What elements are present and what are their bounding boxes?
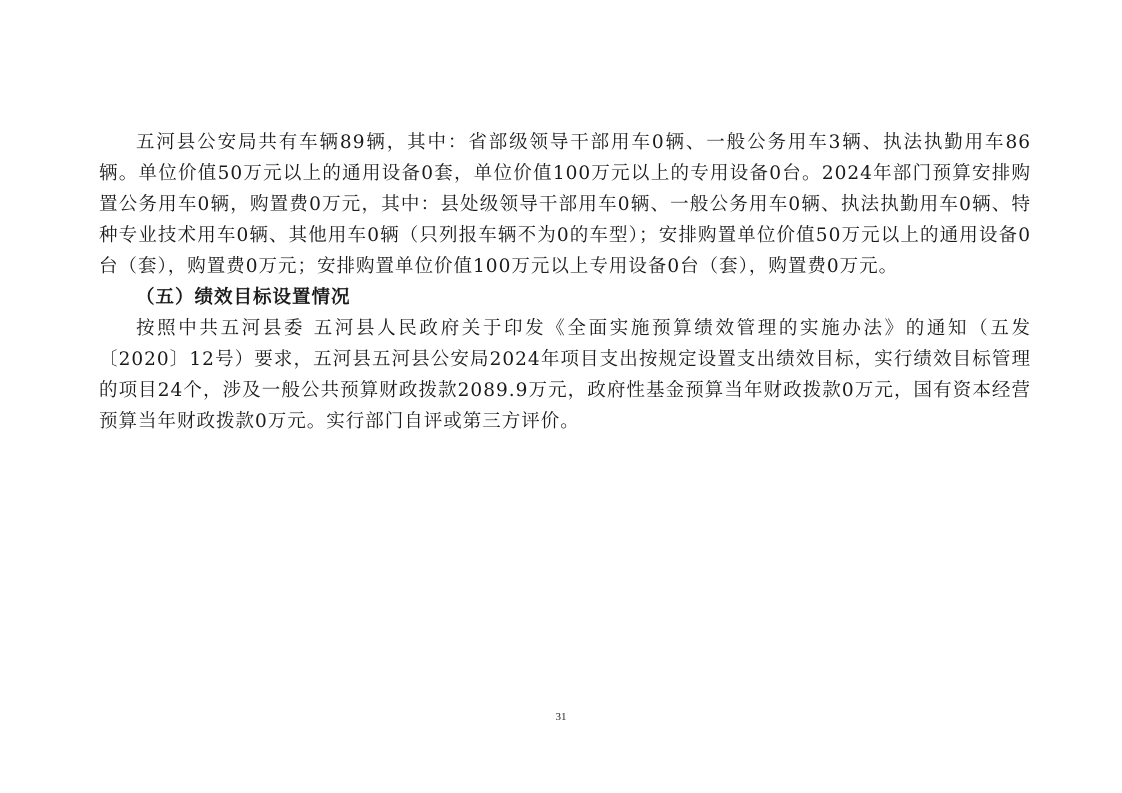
page-body [99, 127, 1031, 437]
paragraph-vehicles-equipment: 五河县公安局共有车辆89辆，其中：省部级领导干部用车0辆、一般公务用车3辆、执法执勤用车86辆。单位价值50万元以上的通用设备0套，单位价值100万元以上的专用设备0台。2024年部门预算安排购置公务用车0辆，购置费0万元，其中：县处级领导干部用车0辆、一般公务用车0辆、执法执勤用车0辆、特种专业技术用车0辆、其他用车0辆（只列报车辆不为0的车型）；安排购置单位价值50万元以上的通用设备0台（套），购置费0万元；安排购置单位价值100万元以上专用设备0台（套），购置费0万元。 [99, 132, 1031, 277]
section-heading: （五）绩效目标设置情况 [136, 287, 351, 308]
paragraph-performance-targets: 按照中共五河县委 五河县人民政府关于印发《全面实施预算绩效管理的实施办法》的通知（五发〔2020〕12号）要求，五河县五河县公安局2024年项目支出按规定设置支出绩效目标，实行绩效目标管理的项目24个，涉及一般公共预算财政拨款2089.9万元，政府性基金预算当年财政拨款0万元，国有资本经营预算当年财政拨款0万元。实行部门自评或第三方评价。 [99, 318, 1031, 432]
page-number: 31 [555, 711, 567, 723]
